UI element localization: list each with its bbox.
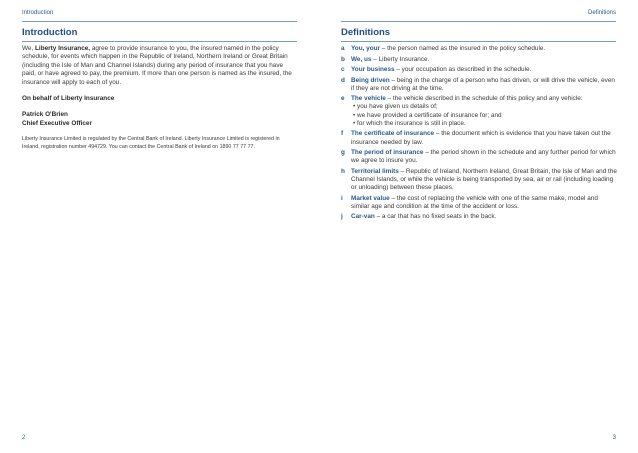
definition-body [351,195,617,211]
intro-prefix: We, [22,45,36,52]
definition-body [351,95,617,128]
definition-body [351,66,617,74]
definition-item [341,195,617,211]
definition-item [341,95,617,128]
definitions-title: Definitions [341,27,391,38]
definition-body [351,45,617,53]
definition-item [341,130,617,146]
definition-term: Car-van [351,213,375,221]
definition-text: – the period shown in the schedule and any further period for which we agree to insure you. [351,149,616,165]
definition-body [351,130,617,146]
definition-text: – the document which is evidence that you have taken out the insurance needed by law. [351,130,611,146]
definition-letter: h [341,167,345,175]
definition-letter: j [341,213,343,221]
signatory [22,111,298,128]
signoff [22,95,298,103]
definition-body [351,149,617,165]
definitions-list [341,45,617,224]
definition-body [351,168,617,193]
definition-letter: i [341,194,343,202]
signatory-title: Chief Executive Officer [22,119,92,127]
definition-item [341,66,617,74]
definition-letter: e [341,95,345,103]
definition-item [341,213,617,221]
definition-term: Your business [351,66,395,73]
header-rule-left [22,21,297,22]
title-rule-left [22,41,297,42]
title-rule-right [341,41,616,42]
definition-item [341,56,617,64]
definition-letter: b [341,55,345,63]
definition-body [351,213,617,221]
signatory-name: Patrick O'Brien [22,111,68,119]
definition-text: – your occupation as described in the schedule. [394,66,532,73]
definition-text: – being in the charge of a person who has driven, or will drive the vehicle, even if they are not driving at the time. [351,76,615,92]
definition-text: – Liberty Insurance. [371,55,430,63]
definition-term: The vehicle [351,95,386,103]
regulatory-fine-print: Liberty Insurance Limited is regulated by the Central Bank of Ireland. Liberty Insurance Limited is registered in Ireland, registration number 494729. You can contact the Central Bank of Ireland on 1890 77 77 77. [22,136,280,150]
introduction-title: Introduction [22,27,78,38]
page-number-left: 2 [22,435,26,441]
introduction-body [22,45,298,159]
definition-bullet: • for which the insurance is still in place. [353,119,466,127]
on-behalf-line: On behalf of Liberty Insurance [22,95,115,103]
definition-bullet: • you have given us details of; [353,103,438,111]
definition-term: The period of insurance [351,149,424,157]
definition-term: We, us [351,55,372,63]
intro-paragraph [22,45,298,87]
header-rule-right [341,21,616,22]
definition-term: Being driven [351,76,390,84]
definition-letter: c [341,66,345,73]
definition-letter: g [341,149,345,157]
definition-term: Market value [351,194,390,202]
running-head-left: Introduction [22,10,54,16]
definition-bullet: • we have provided a certificate of insurance for; and [353,111,502,119]
definition-item [341,77,617,93]
definition-text: – Republic of Ireland, Northern Ireland, Great Britain, the Isle of Man and the Channel Islands, or while the vehicle is being transported by sea, air or rail (including loading or unloading) between these places. [351,167,617,192]
definition-term: You, your [351,45,380,52]
definition-body [351,77,617,93]
definition-text: – the vehicle described in the schedule of this policy and any vehicle: [385,95,583,103]
definition-body [351,56,617,64]
definition-term: The certificate of insurance [351,130,435,138]
intro-company-name: Liberty Insurance, [35,45,91,52]
definition-item [341,149,617,165]
definition-term: Territorial limits [351,167,399,175]
definition-item [341,45,617,53]
running-head-right: Definitions [587,10,616,16]
definition-letter: d [341,76,345,84]
definition-letter: a [341,45,345,52]
definition-text: – the cost of replacing the vehicle with one of the same make, model and similar age and condition at the time of the accident or loss. [351,194,598,210]
page-number-right: 3 [612,435,616,441]
definition-item [341,168,617,193]
definition-letter: f [341,130,344,138]
definition-text: – a car that has no fixed seats in the back. [374,213,497,221]
right-page [319,0,638,453]
intro-rest: agree to provide insurance to you, the insured named in the policy schedule, for events which happen in the Republic of Ireland, Northern Ireland or Great Britain (including the Isle of Man and Channel Islands) during any period of insurance that you have paid, or have agreed to pay, the premium. If more than one person is named as the insured, the insurance will apply to each of you. [22,45,292,86]
definition-text: – the person named as the insured in the policy schedule. [380,45,546,52]
